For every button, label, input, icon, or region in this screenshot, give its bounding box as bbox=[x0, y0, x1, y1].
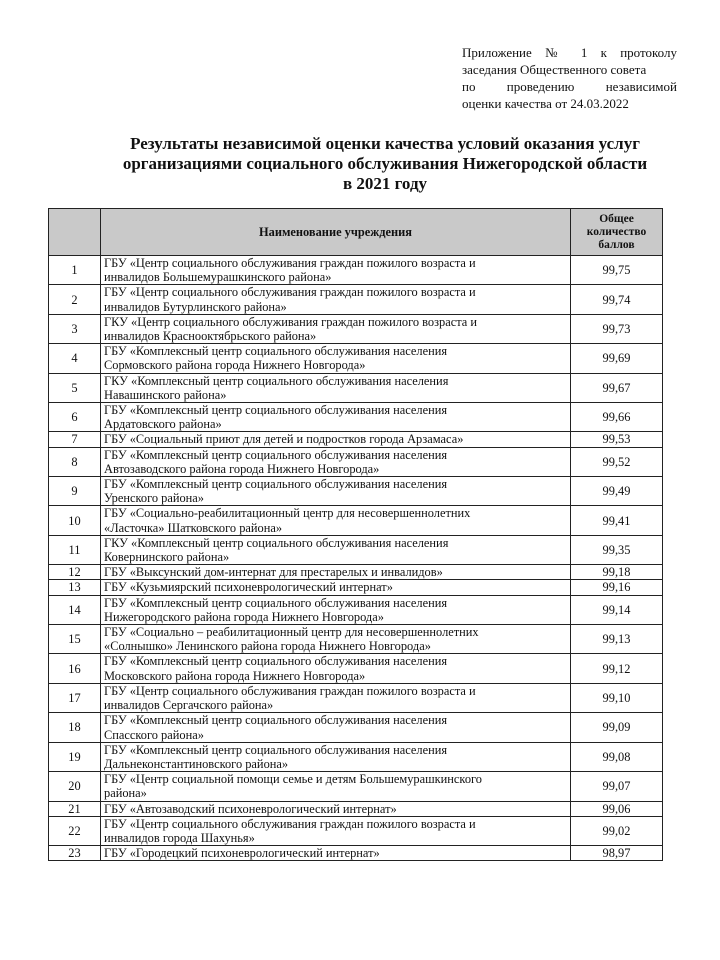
institution-name-line: ГКУ «Центр социального обслуживания граждан пожилого возраста и bbox=[104, 314, 477, 329]
institution-name-line: инвалидов Краснооктябрьского района» bbox=[104, 329, 317, 344]
institution-name-cell bbox=[101, 344, 571, 373]
row-number-cell: 23 bbox=[49, 846, 101, 861]
institution-name-line: Уренского района» bbox=[104, 491, 205, 506]
table-row bbox=[49, 772, 663, 801]
table-row bbox=[49, 285, 663, 314]
score-cell: 99,13 bbox=[571, 625, 663, 654]
appendix-line: заседания Общественного совета bbox=[462, 62, 647, 77]
institution-name-line: ГБУ «Социальный приют для детей и подростков города Арзамаса» bbox=[104, 432, 464, 447]
title-line: в 2021 году bbox=[342, 174, 428, 193]
institution-name-line: ГБУ «Комплексный центр социального обслуживания населения bbox=[104, 713, 448, 728]
table-row bbox=[49, 535, 663, 564]
institution-name-line: ГБУ «Автозаводский психоневрологический интернат» bbox=[104, 801, 397, 816]
row-number-cell: 3 bbox=[49, 314, 101, 343]
row-number-cell: 16 bbox=[49, 654, 101, 683]
institution-name-line: района» bbox=[104, 786, 147, 801]
institution-name-line: ГБУ «Социально – реабилитационный центр для несовершеннолетних bbox=[104, 625, 479, 640]
institution-name-cell bbox=[101, 535, 571, 564]
table-row bbox=[49, 344, 663, 373]
table-row bbox=[49, 816, 663, 845]
score-cell: 99,35 bbox=[571, 535, 663, 564]
institution-name-cell bbox=[101, 477, 571, 506]
institution-name-line: инвалидов Бутурлинского района» bbox=[104, 299, 287, 314]
institution-name-line: ГКУ «Комплексный центр социального обслуживания населения bbox=[104, 373, 449, 388]
institution-name-line: Автозаводского района города Нижнего Новгорода» bbox=[104, 461, 380, 476]
score-cell: 99,07 bbox=[571, 772, 663, 801]
institution-name-cell bbox=[101, 713, 571, 742]
table-row bbox=[49, 373, 663, 402]
institution-name-cell bbox=[101, 742, 571, 771]
institution-name-line: ГБУ «Социально-реабилитационный центр для несовершеннолетних bbox=[104, 506, 471, 521]
score-cell: 99,74 bbox=[571, 285, 663, 314]
institution-name-line: ГБУ «Центр социального обслуживания граждан пожилого возраста и bbox=[104, 285, 476, 300]
appendix-note bbox=[462, 44, 677, 112]
row-number-cell: 8 bbox=[49, 447, 101, 476]
header-number-cell bbox=[49, 209, 101, 256]
institution-name-line: ГБУ «Комплексный центр социального обслуживания населения bbox=[104, 595, 448, 610]
score-cell: 99,73 bbox=[571, 314, 663, 343]
institution-name-line: ГБУ «Центр социального обслуживания граждан пожилого возраста и bbox=[104, 256, 476, 270]
row-number-cell: 4 bbox=[49, 344, 101, 373]
institution-name-cell bbox=[101, 314, 571, 343]
institution-name-cell bbox=[101, 403, 571, 432]
score-cell: 99,18 bbox=[571, 565, 663, 580]
institution-name-line: ГБУ «Центр социальной помощи семье и детям Большемурашкинского bbox=[104, 772, 482, 787]
row-number-cell: 13 bbox=[49, 580, 101, 595]
institution-name-line: Ковернинского района» bbox=[104, 550, 230, 565]
institution-name-cell bbox=[101, 625, 571, 654]
score-cell: 99,10 bbox=[571, 683, 663, 712]
header-total-line: баллов bbox=[598, 238, 635, 251]
row-number-cell: 17 bbox=[49, 683, 101, 712]
institution-name-line: ГБУ «Комплексный центр социального обслуживания населения bbox=[104, 447, 448, 462]
institution-name-cell bbox=[101, 506, 571, 535]
institution-name-cell bbox=[101, 285, 571, 314]
institution-name-cell bbox=[101, 595, 571, 624]
institution-name-line: ГБУ «Кузьмиярский психоневрологический интернат» bbox=[104, 580, 393, 595]
header-name-cell: Наименование учреждения bbox=[101, 209, 571, 256]
row-number-cell: 11 bbox=[49, 535, 101, 564]
row-number-cell: 21 bbox=[49, 801, 101, 816]
row-number-cell: 5 bbox=[49, 373, 101, 402]
header-total-line: количество bbox=[586, 225, 647, 238]
institution-name-line: Нижегородского района города Нижнего Новгорода» bbox=[104, 609, 384, 624]
row-number-cell: 7 bbox=[49, 432, 101, 447]
table-row bbox=[49, 432, 663, 447]
institution-name-cell bbox=[101, 373, 571, 402]
institution-name-line: Сормовского района города Нижнего Новгорода» bbox=[104, 358, 366, 373]
institution-name-cell bbox=[101, 256, 571, 285]
institution-name-line: ГБУ «Выксунский дом-интернат для престарелых и инвалидов» bbox=[104, 565, 443, 580]
institution-name-line: ГБУ «Комплексный центр социального обслуживания населения bbox=[104, 344, 448, 359]
table-row bbox=[49, 314, 663, 343]
title-line: организациями социального обслуживания Нижегородской области bbox=[122, 154, 648, 173]
institution-name-cell bbox=[101, 432, 571, 447]
score-cell: 99,16 bbox=[571, 580, 663, 595]
score-cell: 99,09 bbox=[571, 713, 663, 742]
score-cell: 99,02 bbox=[571, 816, 663, 845]
score-cell: 99,49 bbox=[571, 477, 663, 506]
institution-name-line: ГБУ «Комплексный центр социального обслуживания населения bbox=[104, 477, 448, 492]
table-row bbox=[49, 477, 663, 506]
row-number-cell: 12 bbox=[49, 565, 101, 580]
institution-name-line: ГБУ «Городецкий психоневрологический интернат» bbox=[104, 846, 380, 861]
table-row bbox=[49, 580, 663, 595]
institution-name-line: инвалидов Сергачского района» bbox=[104, 698, 274, 713]
row-number-cell: 6 bbox=[49, 403, 101, 432]
appendix-line: по проведению независимой bbox=[462, 79, 677, 94]
institution-name-cell bbox=[101, 772, 571, 801]
table-row bbox=[49, 447, 663, 476]
institution-name-line: ГКУ «Комплексный центр социального обслуживания населения bbox=[104, 535, 449, 550]
score-cell: 99,75 bbox=[571, 256, 663, 285]
institution-name-cell bbox=[101, 565, 571, 580]
institution-name-line: ГБУ «Комплексный центр социального обслуживания населения bbox=[104, 403, 448, 418]
document-title bbox=[80, 134, 690, 194]
score-cell: 99,06 bbox=[571, 801, 663, 816]
appendix-line: оценки качества от 24.03.2022 bbox=[462, 96, 629, 111]
institution-name-line: ГБУ «Комплексный центр социального обслуживания населения bbox=[104, 742, 448, 757]
table-row bbox=[49, 403, 663, 432]
institution-name-line: ГБУ «Комплексный центр социального обслуживания населения bbox=[104, 654, 448, 669]
table-row bbox=[49, 713, 663, 742]
row-number-cell: 2 bbox=[49, 285, 101, 314]
table-row bbox=[49, 683, 663, 712]
row-number-cell: 14 bbox=[49, 595, 101, 624]
institution-name-line: Навашинского района» bbox=[104, 387, 227, 402]
institution-name-cell bbox=[101, 580, 571, 595]
row-number-cell: 22 bbox=[49, 816, 101, 845]
score-cell: 99,12 bbox=[571, 654, 663, 683]
table-row bbox=[49, 506, 663, 535]
institution-name-line: Спасского района» bbox=[104, 727, 204, 742]
score-cell: 99,14 bbox=[571, 595, 663, 624]
institution-name-line: ГБУ «Центр социального обслуживания граждан пожилого возраста и bbox=[104, 816, 476, 831]
row-number-cell: 9 bbox=[49, 477, 101, 506]
row-number-cell: 18 bbox=[49, 713, 101, 742]
institution-name-cell bbox=[101, 801, 571, 816]
score-cell: 99,69 bbox=[571, 344, 663, 373]
institution-name-cell bbox=[101, 846, 571, 861]
score-cell: 98,97 bbox=[571, 846, 663, 861]
institution-name-line: «Ласточка» Шатковского района» bbox=[104, 520, 283, 535]
institution-name-line: «Солнышко» Ленинского района города Нижнего Новгорода» bbox=[104, 639, 431, 654]
institution-name-line: Дальнеконстантиновского района» bbox=[104, 756, 289, 771]
table-row bbox=[49, 565, 663, 580]
table-row bbox=[49, 256, 663, 285]
institution-name-line: Московского района города Нижнего Новгорода» bbox=[104, 668, 366, 683]
institution-name-cell bbox=[101, 683, 571, 712]
table-row bbox=[49, 742, 663, 771]
score-cell: 99,52 bbox=[571, 447, 663, 476]
row-number-cell: 19 bbox=[49, 742, 101, 771]
table-row bbox=[49, 595, 663, 624]
table-row bbox=[49, 801, 663, 816]
institution-name-line: инвалидов города Шахунья» bbox=[104, 830, 255, 845]
title-line: Результаты независимой оценки качества условий оказания услуг bbox=[130, 134, 640, 153]
appendix-line: Приложение № 1 к протоколу bbox=[462, 45, 677, 60]
score-cell: 99,53 bbox=[571, 432, 663, 447]
header-total-cell bbox=[571, 209, 663, 256]
score-cell: 99,08 bbox=[571, 742, 663, 771]
table-row bbox=[49, 654, 663, 683]
institution-name-line: инвалидов Большемурашкинского района» bbox=[104, 270, 332, 285]
table-row bbox=[49, 625, 663, 654]
institution-name-line: ГБУ «Центр социального обслуживания граждан пожилого возраста и bbox=[104, 683, 476, 698]
score-cell: 99,67 bbox=[571, 373, 663, 402]
institution-name-cell bbox=[101, 816, 571, 845]
table-header-row bbox=[49, 209, 663, 256]
row-number-cell: 15 bbox=[49, 625, 101, 654]
institution-name-cell bbox=[101, 447, 571, 476]
score-cell: 99,41 bbox=[571, 506, 663, 535]
table-row bbox=[49, 846, 663, 861]
results-table bbox=[48, 208, 663, 861]
institution-name-cell bbox=[101, 654, 571, 683]
row-number-cell: 1 bbox=[49, 256, 101, 285]
header-total-line: Общее bbox=[599, 212, 634, 225]
row-number-cell: 20 bbox=[49, 772, 101, 801]
row-number-cell: 10 bbox=[49, 506, 101, 535]
score-cell: 99,66 bbox=[571, 403, 663, 432]
institution-name-line: Ардатовского района» bbox=[104, 417, 222, 432]
